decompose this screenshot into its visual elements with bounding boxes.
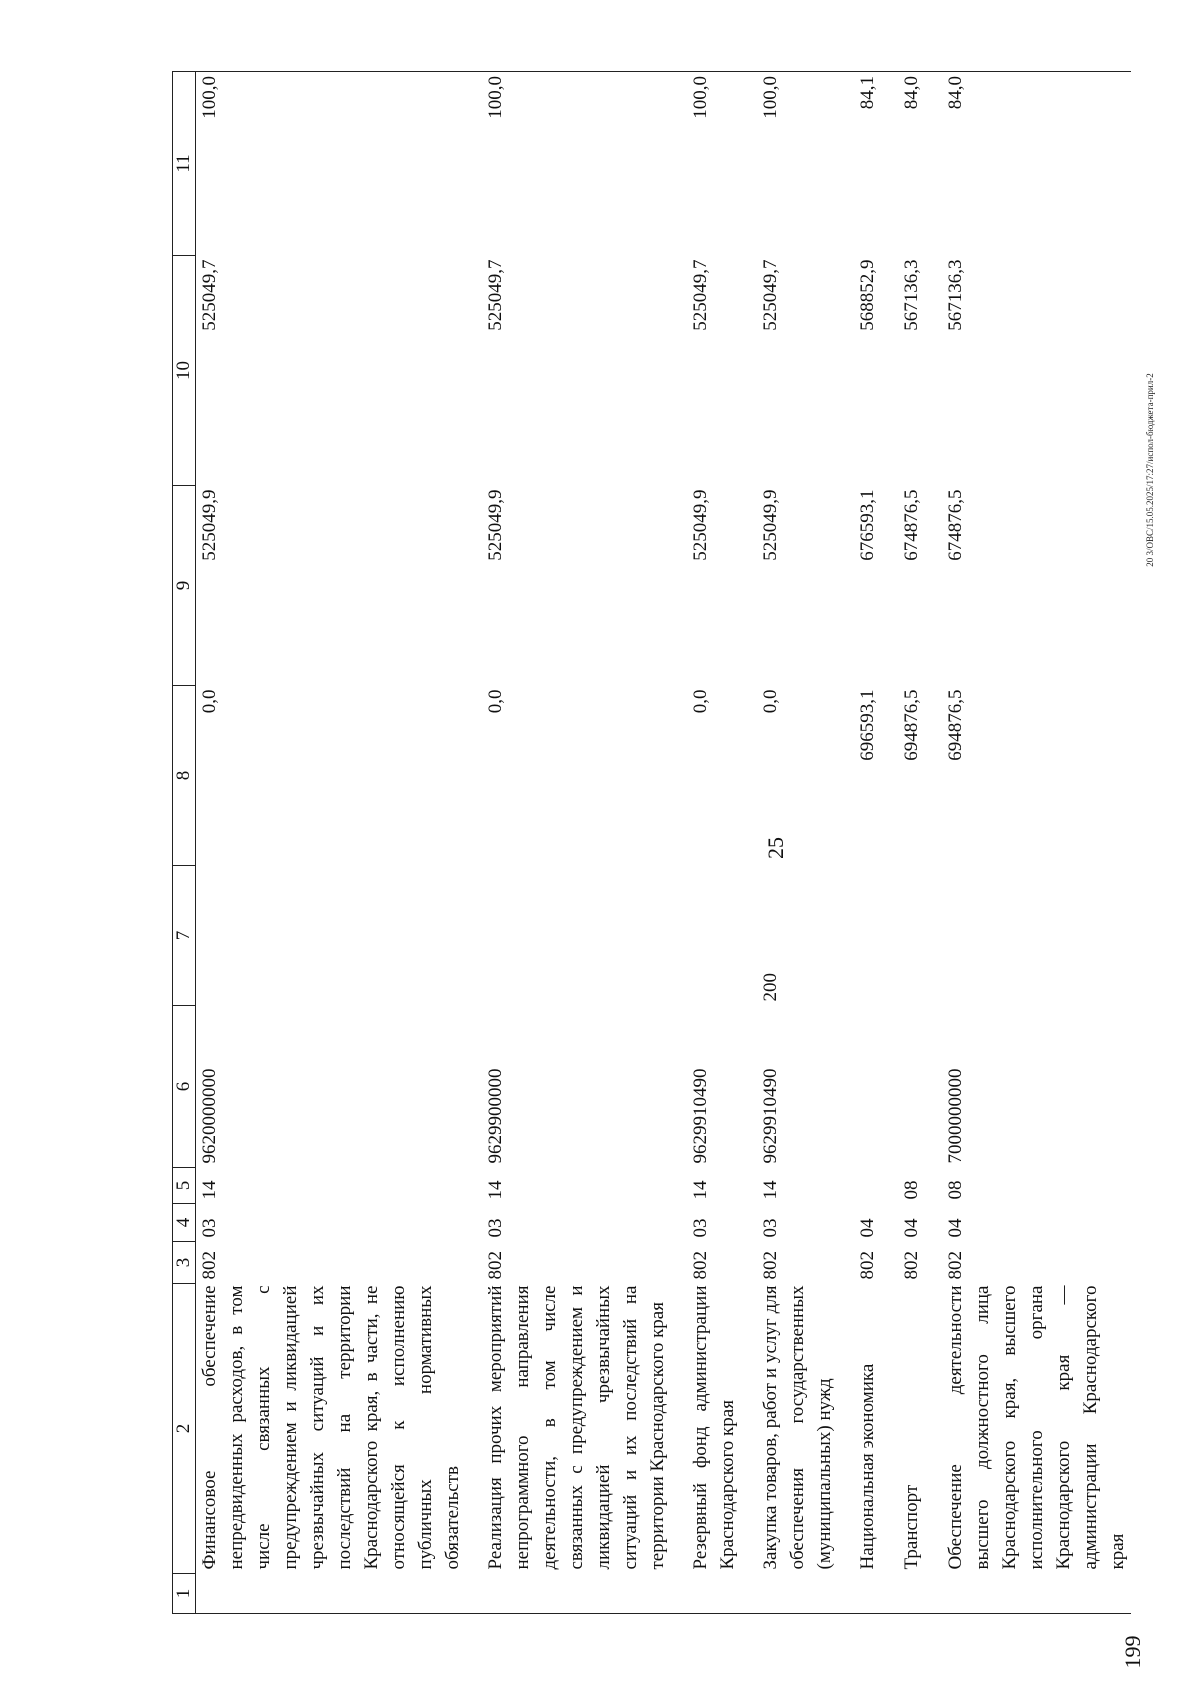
header-cell-9: 9 [173,486,196,686]
cell-c3: 802 [485,1251,506,1280]
cell-c6: 9629910490 [760,1068,781,1164]
row-name: Закупка товаров, работ и услуг для обеспечения государственных (муниципальных) нужд [760,1285,835,1570]
header-cell-2: 2 [173,1284,196,1574]
page-number-bottom: 199 [1120,1635,1145,1669]
header-cell-8: 8 [173,686,196,866]
header-cell-4: 4 [173,1204,196,1242]
table-row [854,72,898,1614]
cell-c8: 0,0 [485,689,506,714]
cell-c3: 802 [945,1251,966,1280]
cell-c8: 0,0 [199,689,220,714]
cell-c11: 100,0 [757,72,854,256]
cell-c8: 0,0 [690,689,711,714]
cell-c7 [898,866,942,1006]
page-number-top: 25 [763,837,788,859]
cell-c5: 14 [760,1180,781,1200]
cell-c7: 200 [760,973,781,1002]
header-cell-3: 3 [173,1242,196,1284]
table-row [196,72,483,1614]
row-number-cell [942,1574,1131,1614]
cell-c3: 802 [690,1251,711,1280]
cell-c9: 674876,5 [945,489,966,561]
budget-table-frame [172,72,1128,1614]
header-cell-6: 6 [173,1006,196,1168]
cell-c10: 525049,7 [485,259,506,331]
cell-c6: 9620000000 [199,1068,220,1164]
cell-c10: 568852,9 [857,259,878,331]
row-name: Национальная экономика [857,1363,878,1570]
header-cell-10: 10 [173,256,196,486]
cell-c9: 674876,5 [901,489,922,561]
document-code: 20 3/ОВС/15.05.2025/17:27/испол-бюджета-прил-2 [1145,373,1155,567]
cell-c11: 84,0 [898,72,942,256]
row-name: Финансовое обеспечение непредвиденных расходов, в том числе связанных с предупреждением и ликвидацией чрезвычайных ситуаций и их последствий на территории Краснодарского края, в части, не относящейся к исполнению публичных нормативных обязательств [199,1285,463,1570]
header-cell-5: 5 [173,1168,196,1204]
cell-c4: 04 [945,1218,966,1238]
table-row [942,72,1131,1614]
cell-c8: 694876,5 [901,689,922,761]
row-number-cell [196,1574,483,1614]
cell-c11: 100,0 [196,72,483,256]
header-cell-1: 1 [173,1574,196,1614]
cell-c9: 525049,9 [690,489,711,561]
cell-c5: 14 [485,1180,506,1200]
cell-c11: 100,0 [687,72,757,256]
row-number-cell [854,1574,898,1614]
header-cell-7: 7 [173,866,196,1006]
cell-c4: 03 [760,1218,781,1238]
cell-c5: 14 [199,1180,220,1200]
budget-table [172,71,1131,1614]
cell-c4: 04 [857,1218,878,1238]
cell-c6: 7000000000 [945,1068,966,1164]
cell-c8: 696593,1 [857,689,878,761]
cell-c7 [854,866,898,1006]
table-row [898,72,942,1614]
cell-c7 [196,866,483,1006]
cell-c3: 802 [199,1251,220,1280]
cell-c6 [898,1006,942,1168]
cell-c5: 14 [690,1180,711,1200]
row-number-cell [687,1574,757,1614]
table-row [757,72,854,1614]
cell-c6 [854,1006,898,1168]
row-name: Обеспечение деятельности высшего должностного лица Краснодарского края, высшего исполнительного органа Краснодарского края — администрации Краснодарского края [945,1285,1128,1570]
cell-c8: 0,0 [760,689,781,714]
cell-c3: 802 [760,1251,781,1280]
cell-c10: 525049,7 [760,259,781,331]
cell-c9: 676593,1 [857,489,878,561]
cell-c3: 802 [901,1251,922,1280]
row-number-cell [757,1574,854,1614]
cell-c11: 84,0 [942,72,1131,256]
cell-c5 [854,1168,898,1204]
table-row [482,72,687,1614]
row-name: Реализация прочих мероприятий непрограммного направления деятельности, в том числе связанных с предупреждением и ликвидацией чрезвычайных ситуаций и их последствий на территории Краснодарского края [485,1285,668,1570]
cell-c10: 567136,3 [901,259,922,331]
row-number-cell [482,1574,687,1614]
cell-c4: 03 [485,1218,506,1238]
cell-c11: 84,1 [854,72,898,256]
cell-c11: 100,0 [482,72,687,256]
cell-c3: 802 [857,1251,878,1280]
cell-c4: 03 [199,1218,220,1238]
cell-c6: 9629910490 [690,1068,711,1164]
budget-table-rotated [172,72,1128,1614]
cell-c10: 525049,7 [199,259,220,331]
cell-c9: 525049,9 [485,489,506,561]
cell-c5: 08 [945,1180,966,1200]
header-cell-11: 11 [173,72,196,256]
cell-c8: 694876,5 [945,689,966,761]
cell-c4: 04 [901,1218,922,1238]
row-name: Резервный фонд администрации Краснодарского края [690,1285,738,1570]
cell-c5: 08 [901,1180,922,1200]
cell-c10: 525049,7 [690,259,711,331]
cell-c7 [942,866,1131,1006]
cell-c9: 525049,9 [199,489,220,561]
cell-c4: 03 [690,1218,711,1238]
row-name: Транспорт [901,1484,922,1570]
cell-c6: 9629900000 [485,1068,506,1164]
cell-c7 [687,866,757,1006]
row-number-cell [898,1574,942,1614]
cell-c7 [482,866,687,1006]
table-row [687,72,757,1614]
header-row [173,72,196,1614]
cell-c10: 567136,3 [945,259,966,331]
cell-c9: 525049,9 [760,489,781,561]
